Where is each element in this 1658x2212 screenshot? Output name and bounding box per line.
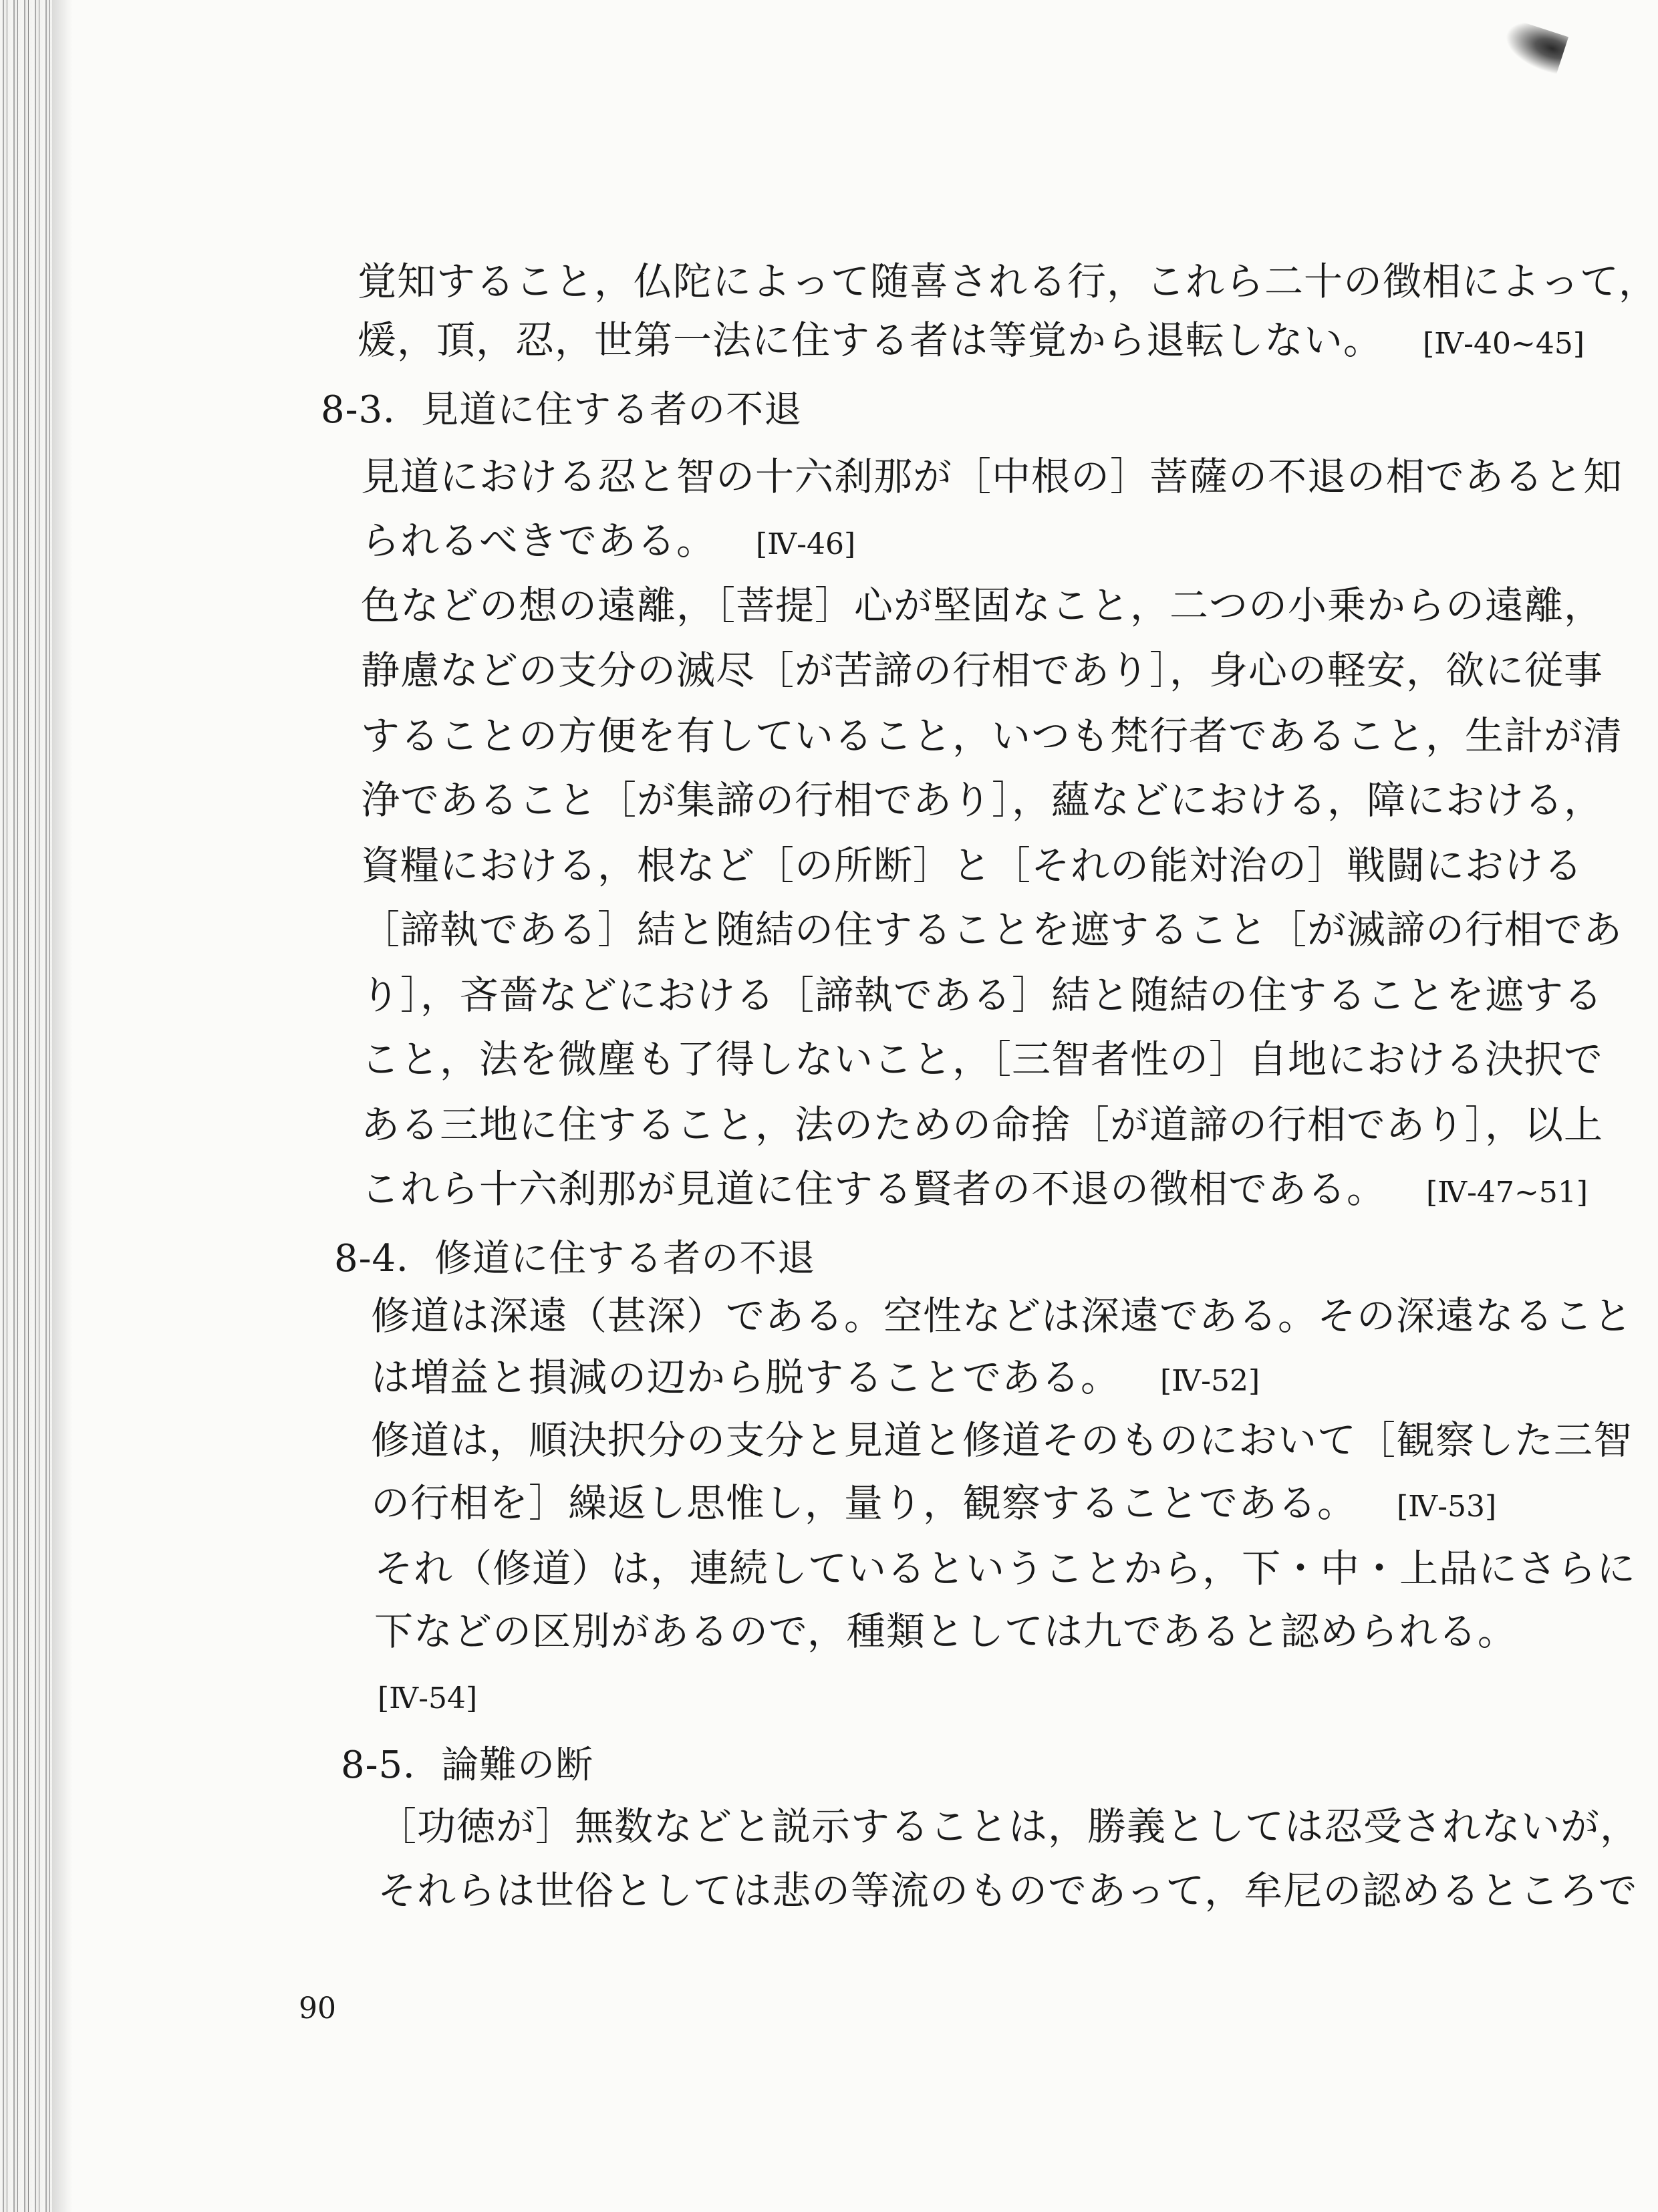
citation-ref: [Ⅳ-46] [756, 527, 856, 561]
text-line: 修道は，順決択分の支分と見道と修道そのものにおいて［観察した三智 [371, 1417, 1633, 1463]
text-line: ［功徳が］無数などと説示することは，勝義としては忍受されないが， [378, 1804, 1640, 1849]
section-heading-8-4: 8-4．修道に住する者の不退 [334, 1237, 816, 1280]
section-heading-8-3: 8-3．見道に住する者の不退 [321, 388, 803, 432]
text-line: それらは世俗としては悲の等流のものであって，牟尼の認めるところで [378, 1868, 1638, 1913]
section-heading-8-5: 8-5．論難の断 [341, 1744, 594, 1787]
page-number: 90 [299, 1991, 336, 2026]
citation-ref: [Ⅳ-52] [1160, 1364, 1260, 1398]
text-line: 色などの想の遠離，［菩提］心が堅固なこと，二つの小乗からの遠離， [361, 583, 1604, 628]
text-line: 煖，頂，忍，世第一法に住する者は等覚から退転しない。 [Ⅳ-40~45] [358, 317, 1585, 363]
text-line: することの方便を有していること，いつも梵行者であること，生計が清 [361, 713, 1623, 758]
binding-edge [0, 0, 52, 2212]
citation-ref: [Ⅳ-53] [1397, 1490, 1497, 1524]
text-line: こと，法を微塵も了得しないこと，［三智者性の］自地における決択で [361, 1036, 1604, 1082]
text-line: 浄であること［が集諦の行相であり］，蘊などにおける，障における， [361, 777, 1604, 823]
text-line: 見道における忍と智の十六刹那が［中根の］菩薩の不退の相であると知 [361, 454, 1623, 499]
text-line: は増益と損減の辺から脱することである。 [Ⅳ-52] [371, 1355, 1260, 1400]
text-line: り］，吝嗇などにおける［諦執である］結と随結の住することを遮する [361, 972, 1604, 1018]
text-line: の行相を］繰返し思惟し，量り，観察することである。 [Ⅳ-53] [371, 1480, 1497, 1526]
text-line: ある三地に住すること，法のための命捨［が道諦の行相であり］，以上 [361, 1102, 1604, 1147]
text-line: られるべきである。 [Ⅳ-46] [361, 518, 856, 563]
text-line: 覚知すること，仏陀によって随喜される行，これら二十の徴相によって， [358, 259, 1658, 304]
text-line: これら十六刹那が見道に住する賢者の不退の徴相である。 [Ⅳ-47~51] [361, 1166, 1588, 1212]
text-line: 下などの区別があるので，種類としては九であると認められる。 [374, 1609, 1517, 1654]
scan-smudge [1499, 19, 1568, 76]
text-line: 修道は深遠（甚深）である。空性などは深遠である。その深遠なること [371, 1293, 1633, 1339]
text-line: 静慮などの支分の滅尽［が苦諦の行相であり］，身心の軽安，欲に従事 [361, 648, 1604, 693]
citation-ref: [Ⅳ-54] [378, 1681, 478, 1715]
binding-shadow [52, 0, 72, 2212]
citation-ref: [Ⅳ-40~45] [1423, 327, 1585, 361]
text-line: それ（修道）は，連続しているということから，下・中・上品にさらに [374, 1546, 1637, 1591]
text-line: 資糧における，根など［の所断］と［それの能対治の］戦闘における [361, 843, 1584, 888]
text-line: ［諦執である］結と随結の住することを遮すること［が滅諦の行相であ [361, 907, 1623, 952]
citation-ref: [Ⅳ-47~51] [1426, 1176, 1588, 1210]
